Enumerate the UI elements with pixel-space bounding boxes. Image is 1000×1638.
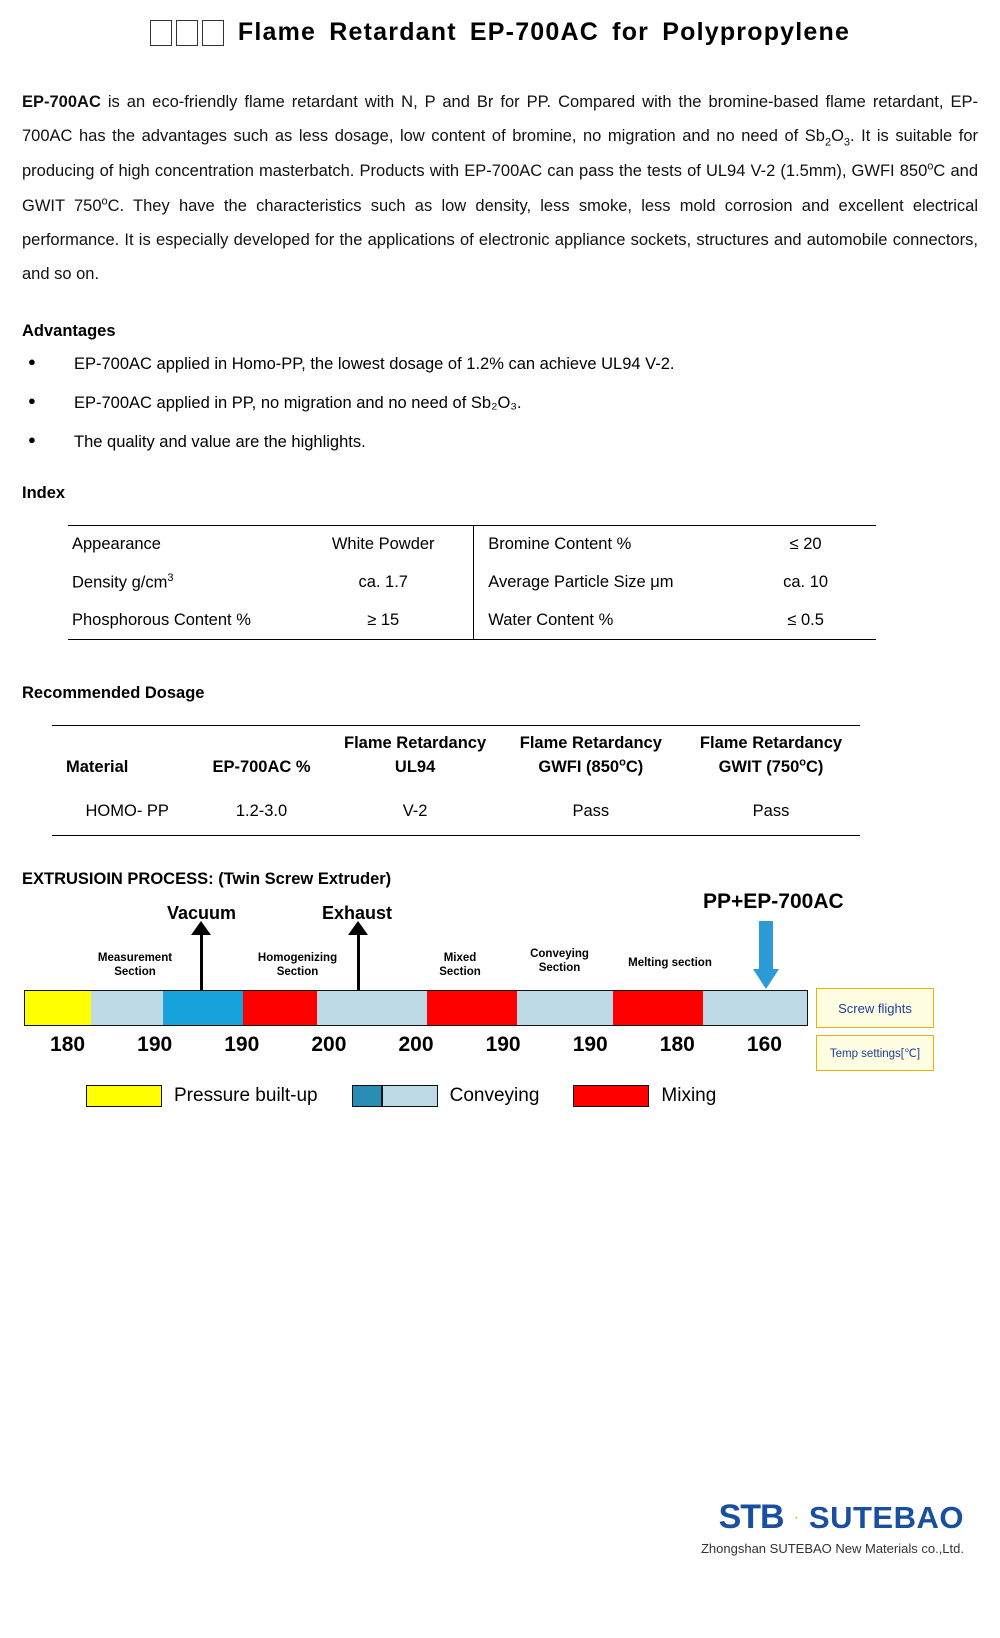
barrel-segment (163, 991, 243, 1025)
table-row (68, 602, 876, 640)
dosage-table-wrap (52, 725, 860, 836)
intro-text-4: C and GWIT 750 (22, 162, 978, 215)
callout-temp-settings: Temp settings[℃] (816, 1035, 934, 1071)
vacuum-arrow-line (200, 930, 203, 990)
barrel-segment (703, 991, 807, 1025)
barrel-segment (613, 991, 703, 1025)
logo-mark-icon: STB (718, 1498, 784, 1536)
intro-text-2: O (831, 127, 844, 146)
intro-paragraph (22, 85, 978, 292)
list-item: ● EP-700AC applied in Homo-PP, the lowest dosage of 1.2% can achieve UL94 V-2. (28, 353, 1000, 376)
feed-arrow-line (759, 921, 773, 971)
vacuum-arrow-head-icon (191, 921, 211, 935)
intro-lead: EP-700AC (22, 93, 101, 111)
barrel-segment (25, 991, 91, 1025)
index-label: Average Particle Size μm (488, 572, 674, 591)
exhaust-arrow-head-icon (348, 921, 368, 935)
feed-label: PP+EP-700AC (703, 889, 844, 913)
col-header-ul94-line2: UL94 (394, 757, 436, 776)
brand-logo (719, 1498, 964, 1537)
barrel-segment (517, 991, 613, 1025)
extruder-diagram (0, 889, 1000, 1133)
temperature-value: 180 (659, 1032, 695, 1056)
temperature-value: 190 (224, 1032, 260, 1056)
table-row (52, 790, 860, 836)
title-row (0, 18, 1000, 47)
dosage-table (52, 725, 860, 836)
section-label-homogenizing: Homogenizing Section (257, 951, 338, 979)
index-value: ≤ 0.5 (735, 602, 876, 640)
list-item: ● EP-700AC applied in PP, no migration and no need of Sb₂O₃. (28, 392, 1000, 415)
cell-material: HOMO- PP (52, 790, 192, 836)
legend-label-conveying: Conveying (449, 1084, 540, 1106)
section-label-conveying: Conveying Section (530, 947, 589, 975)
index-value: ca. 1.7 (358, 572, 408, 591)
col-header-gwit-line1: Flame Retardancy (699, 733, 843, 752)
temperature-value: 180 (50, 1032, 86, 1056)
intro-sup-2: o (101, 195, 108, 208)
temperature-value: 200 (311, 1032, 347, 1056)
barrel-segment (317, 991, 427, 1025)
table-divider (474, 526, 484, 564)
col-header-gwfi (500, 725, 682, 790)
cell-gwfi: Pass (500, 790, 682, 836)
cell-gwit: Pass (682, 790, 860, 836)
callout-screw-flights: Screw flights (816, 988, 934, 1028)
logo-dot-icon: · (793, 1508, 799, 1526)
intro-sub-2: 3 (843, 136, 851, 149)
legend-swatch-conveying-dark (352, 1085, 382, 1107)
col-header-ul94 (331, 725, 500, 790)
logo-name: SUTEBAO (808, 1499, 964, 1535)
footer (0, 1498, 1000, 1556)
barrel-segment (243, 991, 317, 1025)
section-label-mixed: Mixed Section (439, 951, 481, 979)
list-item: ● The quality and value are the highlights. (28, 431, 1000, 454)
dosage-heading: Recommended Dosage (22, 683, 205, 702)
col-header-gwit (682, 725, 860, 790)
index-label: Appearance (68, 526, 293, 564)
legend-swatch-conveying-light (382, 1085, 438, 1107)
index-table-wrap (68, 525, 876, 640)
table-row (68, 563, 876, 602)
legend-swatch-pressure (86, 1085, 162, 1107)
exhaust-arrow-line (357, 930, 360, 990)
intro-sup-1: o (927, 160, 934, 173)
temperature-value: 190 (485, 1032, 521, 1056)
cell-ul94: V-2 (331, 790, 500, 836)
legend-label-mixing: Mixing (661, 1084, 717, 1106)
col-header-gwfi-line1: Flame Retardancy (519, 733, 662, 752)
index-label: Density $g/cm^3$ (72, 572, 174, 592)
extruder-barrel (24, 990, 808, 1026)
index-value: ≥ 15 (293, 602, 474, 640)
box-glyph-2 (176, 20, 198, 46)
exhaust-label: Exhaust (322, 902, 393, 923)
index-value: White Powder (293, 526, 474, 564)
temperature-value: 160 (746, 1032, 782, 1056)
temperature-value: 190 (572, 1032, 608, 1056)
index-table (68, 525, 876, 640)
title-placeholder-boxes (150, 20, 224, 46)
index-heading: Index (22, 484, 66, 503)
section-label-melting: Melting section (628, 956, 712, 969)
intro-text-3: . It is suitable for producing of high concentration masterbatch. Products with EP-700AC can pass the tests of UL94 V-2 (1.5mm), GWFI 850 (22, 127, 979, 181)
section-label-measurement: Measurement Section (97, 951, 173, 979)
cell-dosage: 1.2-3.0 (192, 790, 330, 836)
legend-label-pressure: Pressure built-up (174, 1084, 318, 1106)
col-header-material: Material (52, 725, 192, 790)
barrel-segment (427, 991, 517, 1025)
index-label: Bromine Content % (484, 526, 735, 564)
table-row (68, 526, 876, 564)
table-divider (474, 563, 484, 602)
index-label: Water Content % (484, 602, 735, 640)
index-value: ca. 10 (783, 572, 829, 591)
extrusion-heading: EXTRUSIOIN PROCESS: (Twin Screw Extruder) (22, 869, 392, 888)
temperature-value: 200 (398, 1032, 434, 1056)
box-glyph-1 (150, 20, 172, 46)
barrel-segment (91, 991, 163, 1025)
box-glyph-3 (202, 20, 224, 46)
legend-swatch-mixing (573, 1085, 649, 1107)
col-header-gwit-line2: GWIT (750$^o$C) (718, 756, 824, 776)
advantages-list (0, 353, 1000, 454)
index-value: ≤ 20 (735, 526, 876, 564)
col-header-ul94-line1: Flame Retardancy (344, 734, 487, 753)
intro-text-5: C. They have the characteristics such as low density, less smoke, less mold corrosion and excellent electrical performance. It is especially developed for the applications of electronic appliance sockets, structures and automobile connectors, and so on. (22, 196, 978, 284)
feed-arrow-head-icon (753, 969, 779, 989)
page-title: Flame Retardant EP-700AC for Polypropylene (237, 18, 851, 46)
col-header-gwfi-line2: GWFI (850$^o$C) (538, 756, 644, 776)
diagram-legend (86, 1085, 750, 1107)
temperature-row (24, 1033, 808, 1057)
company-name: Zhongshan SUTEBAO New Materials co.,Ltd. (700, 1541, 964, 1556)
document-page (0, 18, 1000, 1638)
advantages-heading: Advantages (22, 321, 116, 340)
intro-text-1: is an eco-friendly flame retardant with N, P and Br for PP. Compared with the bromine-based flame retardant, EP-700AC has the advantages such as less dosage, low content of bromine, no migration and no need of Sb (22, 93, 978, 146)
table-divider (474, 602, 484, 640)
col-header-dosage: EP-700AC % (192, 725, 330, 790)
index-label: Phosphorous Content % (68, 602, 293, 640)
temperature-value: 190 (137, 1032, 173, 1056)
table-header-row (52, 725, 860, 790)
intro-sub-1: 2 (824, 136, 832, 149)
vacuum-label: Vacuum (167, 902, 237, 923)
